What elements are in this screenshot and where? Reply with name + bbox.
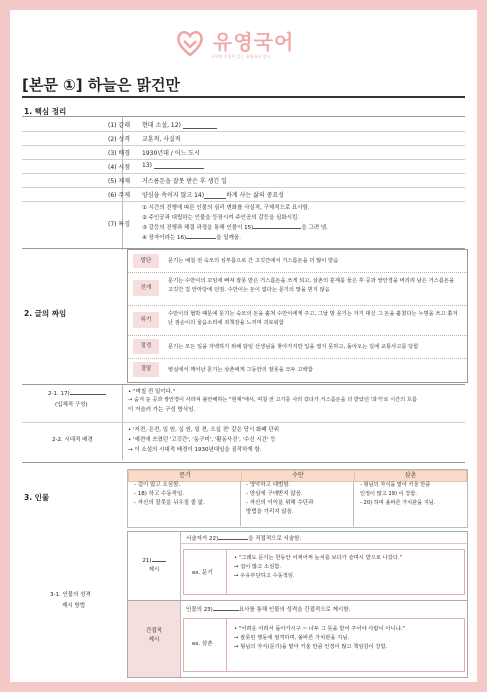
text-line: → 숨겨 둔 공과 쌍안경이 사라져 불안해하는 "현재"에서, 며칠 전 고기를 사러 갔다가 거스름돈을 더 받았던 '과거'로 시간의 흐름: [128, 397, 417, 403]
row-label: (3) 배경: [108, 150, 130, 157]
character-traits: - 겁이 많고 소심함. - 18) 하고 수동적임. - 자신의 잘못을 뉘우칠 줄 앎.: [134, 482, 205, 506]
column-divider: [122, 385, 123, 422]
section-heading: 2. 글의 짜임: [24, 309, 67, 318]
feature-item: ① 시간의 진행에 따른 인물의 심리 변화를 사실적, 구체적으로 묘사함.: [142, 205, 310, 211]
stage-tag: 위기: [133, 312, 159, 328]
stage-tag: 결말: [133, 362, 159, 377]
row-divider: [22, 159, 465, 160]
section-heading: 1. 핵심 정리: [24, 107, 67, 116]
worksheet-page: [10, 10, 477, 682]
column-divider: [226, 550, 227, 594]
plot-stage: [128, 272, 467, 306]
sub-heading-note: (입체적 구성): [55, 402, 88, 408]
text-line: • "며칠 전 일이다.": [128, 389, 176, 395]
row-divider: [22, 145, 465, 146]
method-desc: 인물의 23) 묘사를 통해 인물의 성격을 간접적으로 제시함.: [186, 607, 351, 613]
row-divider: [180, 543, 467, 544]
row-label: (2) 성격: [108, 136, 130, 143]
column-divider: [226, 619, 227, 671]
section-heading: 3. 인물: [24, 493, 50, 502]
row-label: (5) 제재: [108, 178, 130, 185]
row-label: (4) 시점: [108, 164, 130, 171]
column-divider: [240, 481, 241, 526]
column-divider: [180, 532, 181, 677]
row-divider: [22, 173, 465, 174]
stage-tag: 전개: [133, 280, 159, 296]
stage-text: 문기는 모든 일을 자백하기 위해 담임 선생님을 찾아가지만 입을 열지 못하고, 돌아오는 길에 교통사고를 당함: [168, 344, 419, 350]
sub-heading: 3-1. 인물의 성격: [50, 592, 91, 598]
characterization-table: [127, 531, 468, 678]
brand-name: 유영국어: [213, 30, 295, 54]
row-value: 양심을 속이지 않고 14) 하게 사는 삶의 중요성: [142, 192, 284, 199]
text-line: • '예전에 쓰였던 '고깃간', '동구미', '활동사진', '수신 시간' 등: [128, 437, 276, 443]
row-value: 현대 소설, 12): [142, 120, 217, 129]
example-tag: ex. 문기: [192, 570, 213, 576]
sub-heading: 제시 방법: [62, 603, 86, 609]
stage-text: 병실에서 깨어난 문기는 삼촌에게 그동안의 잘못을 모두 고백함: [168, 367, 313, 373]
character-header: 문기: [128, 470, 242, 482]
brand-subtitle: 국어의 본질이 있는 유영국어 입시: [211, 54, 271, 59]
row-value: 거스름돈을 잘못 받은 후 생긴 일: [142, 178, 227, 185]
stage-text: 문기는 예칠 전 숙모의 심부름으로 간 고깃간에서 거스름돈을 더 많이 받음: [168, 258, 339, 264]
row-label: (6) 주제: [108, 192, 130, 199]
text-line: → 이 소설의 시대적 배경이 1930년대임을 짐작하게 함.: [128, 447, 262, 453]
row-divider: [22, 201, 465, 202]
row-divider: [22, 422, 465, 423]
example-tag: ex. 삼촌: [192, 641, 213, 647]
character-traits: - 영악하고 대범함. - 양심에 구애받지 않음. - 자신의 이익을 위해 수단과 방법을 가리지 않음.: [246, 482, 314, 515]
row-label: (1) 갈래: [108, 122, 130, 129]
character-header: 삼촌: [354, 470, 467, 482]
row-divider: [22, 187, 465, 188]
row-label: (7) 특징: [108, 221, 130, 228]
plot-stage: [128, 305, 467, 336]
example-lines: • "어려운 어려서 돌아가시구 ~ 너두 그 뜻을 받어 주어야 사람이 아니냐." → 잘못된 행동에 엄격하며, 올바른 가치관을 지님. → 형님의 자식(문기)을 맡아 키울 만큼 인정이 많고 책임감이 강함.: [234, 626, 405, 650]
sub-heading: 2-2. 시대적 배경: [52, 437, 93, 443]
divider: [22, 462, 465, 463]
sub-heading: 2-1. 17): [48, 389, 106, 397]
divider: [22, 116, 465, 117]
text-line: 이 거슬러 가는 구성 방식임.: [128, 407, 196, 413]
column-divider: [122, 423, 123, 460]
column-divider: [353, 481, 354, 526]
character-traits: - 형님의 자식을 맡아 키울 만큼 인정이 많고 19) 이 강함. - 20) 하며 올바른 가치관을 지님.: [360, 482, 436, 506]
method-desc: 서술자가 22) 을 직접적으로 서술함.: [186, 536, 302, 542]
plot-stage: [128, 250, 467, 273]
stage-text: 수만이의 협박 때문에 문기는 숙모의 돈을 훔쳐 수만이에게 주고, 그날 밤 문기는 자기 대신 그 돈을 훔쳤다는 누명을 쓰고 쫓겨난 점순이의 울음소리에 죄책감을 느끼며 괴로워함: [168, 311, 458, 326]
row-divider: [22, 131, 465, 132]
heart-logo-icon: [175, 28, 205, 58]
divider: [22, 384, 465, 385]
plot-stage: [128, 335, 467, 359]
stage-text: 문기는 수만이의 꼬임에 빠져 잘못 받은 거스름돈을 쓰게 되고, 삼촌의 훈계를 들은 후 공과 쌍안경을 버리려 남은 거스름돈을 고깃간 집 안마당에 던짐. 수만이는 돈이 없다는 문기의 말을 믿지 않음: [168, 278, 455, 293]
feature-item: ④ 장자이라는 16) 을 일깨움.: [142, 235, 241, 241]
example-lines: • "그래도 문기는 한동안 어쩌어쩌 눈치를 보다가 슬며시 받으로 나갔다." → 겁이 많고 소심함. → 우유부단하고 수동적임.: [234, 555, 403, 579]
plot-structure-table: [127, 249, 468, 383]
text-line: • '지전, 은전, 일 원, 십 원, 일 전, 오십 전' 같은 당시 화폐 단위: [128, 427, 280, 433]
method-label: 21) 제시: [128, 556, 180, 575]
stage-tag: 절정: [133, 339, 159, 354]
title-divider: [22, 96, 465, 98]
character-header: 수만: [241, 470, 355, 482]
row-value: 교훈적, 사실적: [142, 136, 181, 143]
feature-item: ③ 갈등의 진행과 해결 과정을 통해 인물이 15) 을 그려 냄.: [142, 225, 328, 231]
stage-tag: 발단: [133, 254, 159, 268]
example-box: [183, 549, 465, 595]
plot-stage: [128, 358, 467, 382]
method-label: 간접적 제시: [128, 601, 180, 677]
row-value: 1930년대 / 어느 도시: [142, 150, 200, 157]
example-box: [183, 618, 465, 672]
page-title: [본문 ①] 하늘은 맑건만: [22, 76, 180, 94]
brand-logo: [10, 24, 477, 70]
feature-item: ② 주인공과 대립하는 인물을 등장시켜 주인공의 갈등을 심화시킴.: [142, 215, 300, 221]
row-value: 13): [142, 162, 204, 169]
